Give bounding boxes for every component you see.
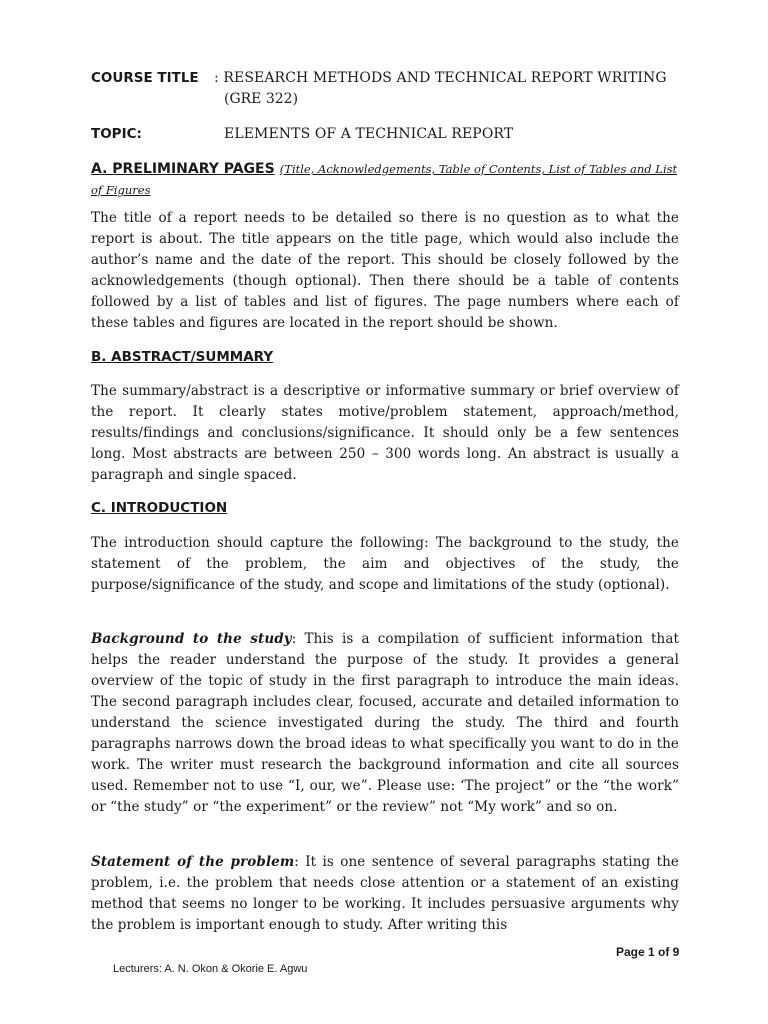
section-c-heading: C. INTRODUCTION xyxy=(91,500,228,516)
statement-body: : It is one sentence of several paragraphs stating the problem, i.e. the problem that needs close attention or a statement of an existing method that seems no longer to be working. It includes persuasive arguments why the problem is important enough to study. After writing this xyxy=(91,854,679,933)
course-title-value: : RESEARCH METHODS AND TECHNICAL REPORT WRITING xyxy=(214,70,667,86)
section-b-heading: B. ABSTRACT/SUMMARY xyxy=(91,349,274,365)
background-body: : This is a compilation of sufficient information that helps the reader understand the purpose of the study. It provides a general overview of the topic of study in the first paragraph to introduce the main ideas. The second paragraph includes clear, focused, accurate and detailed information to understand the science investigated during the study. The third and fourth paragraphs narrows down the broad ideas to what specifically you want to do in the work. The writer must research the background information and cite all sources used. Remember not to use “I, our, we”. Please use: ‘The project” or the “the work” or “the study” or “the experiment” or the review” not “My work” and so on. xyxy=(91,631,680,815)
section-a-body: The title of a report needs to be detailed so there is no question as to what the report is about. The title appears on the title page, which would also include the author’s name and the date of the report. This should be closely followed by the acknowledgements (though optional). Then there should be a table of contents followed by a list of tables and list of figures. The page numbers where each of these tables and figures are located in the report should be shown. xyxy=(91,210,679,331)
course-title-label: COURSE TITLE xyxy=(91,70,199,86)
section-a-heading: A. PRELIMINARY PAGES xyxy=(91,161,275,177)
section-c-body: The introduction should capture the following: The background to the study, the statement of the problem, the aim and objectives of the study, the purpose/significance of the study, and scope and limitations of the study (optional). xyxy=(91,535,679,593)
section-b-body: The summary/abstract is a descriptive or informative summary or brief overview of the report. It clearly states motive/problem statement, approach/method, results/findings and conclusions/significance. It should only be a few sentences long. Most abstracts are between 250 – 300 words long. An abstract is usually a paragraph and single spaced. xyxy=(91,383,679,483)
statement-label: Statement of the problem xyxy=(91,854,295,870)
topic-label: TOPIC: xyxy=(91,126,142,142)
background-paragraph xyxy=(91,629,679,818)
topic-value: ELEMENTS OF A TECHNICAL REPORT xyxy=(224,126,514,142)
course-title-row xyxy=(91,68,667,107)
lecturers-footer: Lecturers: A. N. Okon & Okorie E. Agwu xyxy=(113,963,308,975)
section-a-subtitle: (Title, Acknowledgements, Table of Contents, List of Tables and List of Figures xyxy=(91,162,678,197)
page-number: Page 1 of 9 xyxy=(616,945,680,959)
section-a-heading-block xyxy=(91,158,679,200)
background-label: Background to the study xyxy=(91,631,292,647)
topic-row xyxy=(91,124,514,145)
statement-paragraph xyxy=(91,852,679,936)
course-code: (GRE 322) xyxy=(224,91,299,107)
